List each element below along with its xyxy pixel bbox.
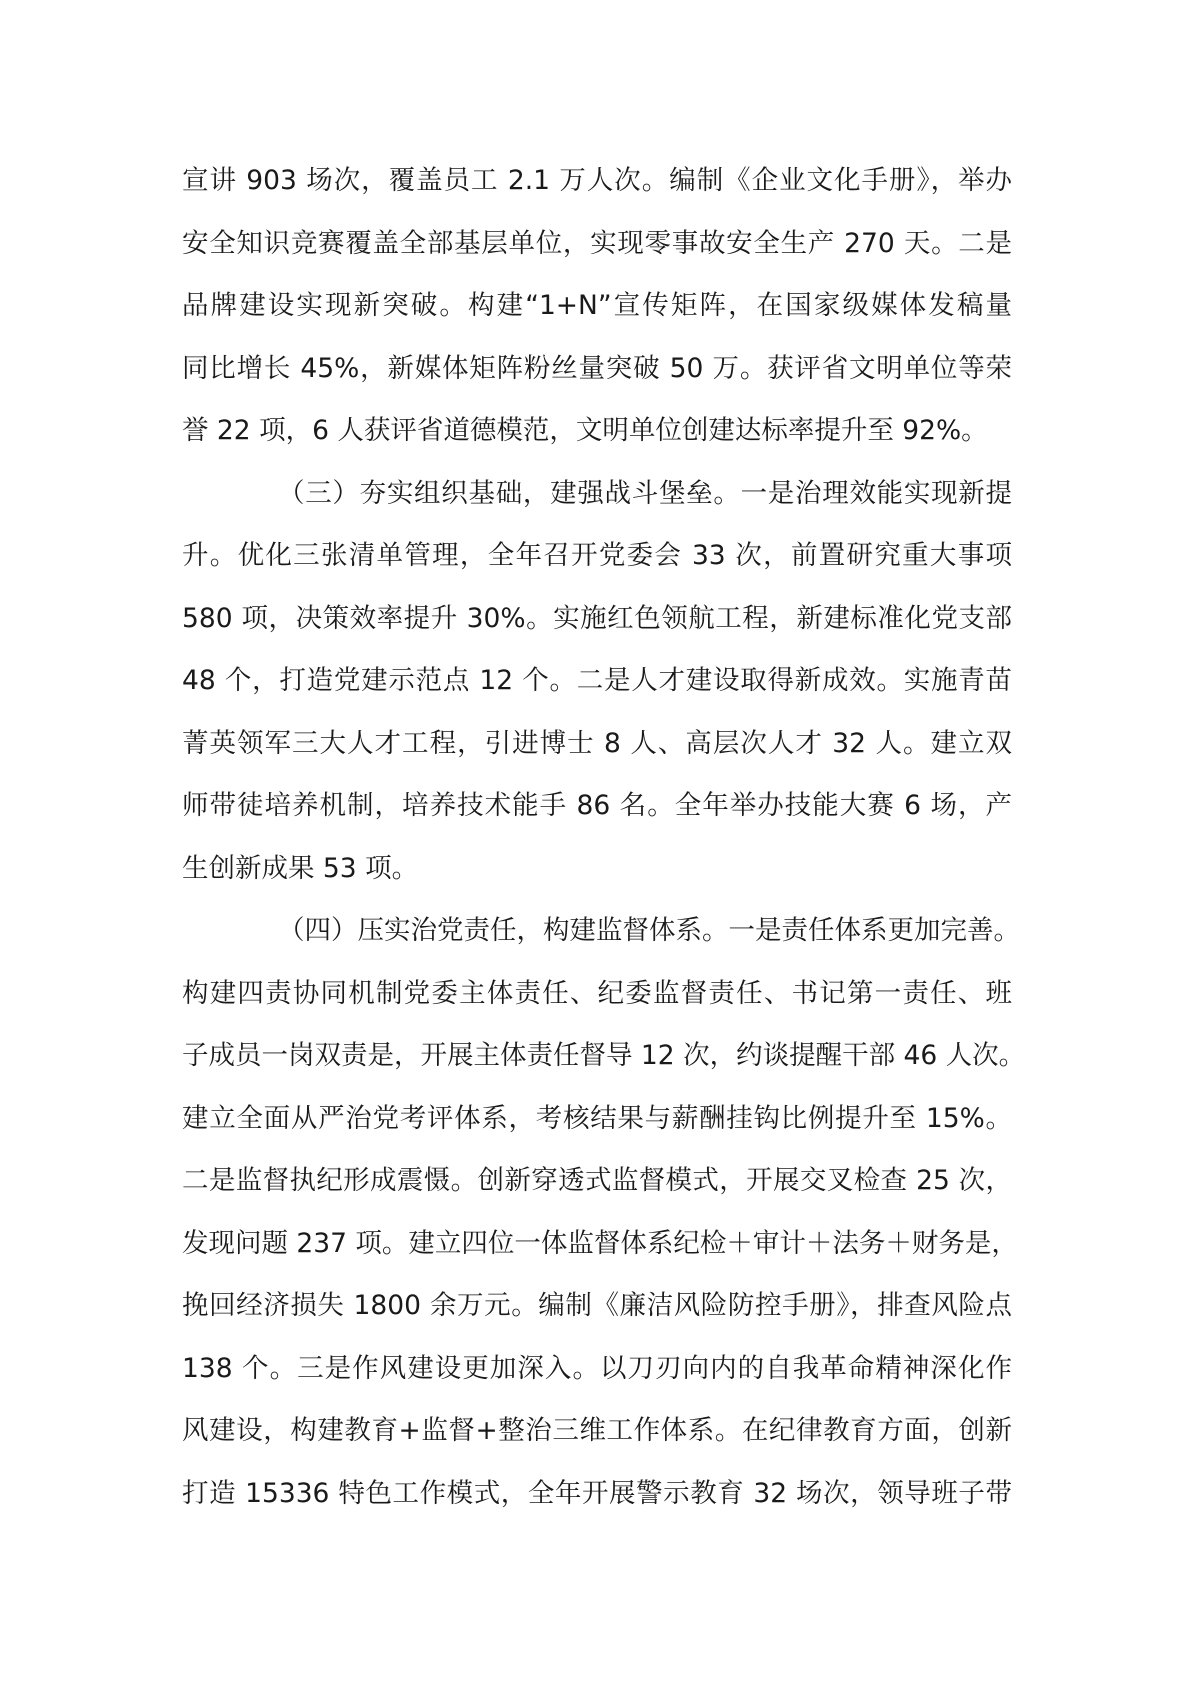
text-line: 48 个，打造党建示范点 12 个。二是人才建设取得新成效。实施青苗 <box>182 665 1012 696</box>
text-line: 生创新成果 53 项。 <box>182 852 419 884</box>
section-heading-line: （三）夯实组织基础，建强战斗堡垒。一是治理效能实现新提 <box>278 477 1012 509</box>
text-line: 安全知识竞赛覆盖全部基层单位，实现零事故安全生产 270 天。二是 <box>182 227 1012 259</box>
text-line: 发现问题 237 项。建立四位一体监督体系纪检＋审计＋法务＋财务是， <box>182 1227 1018 1259</box>
text-line: 同比增长 45%，新媒体矩阵粉丝量突破 50 万。获评省文明单位等荣 <box>182 352 1012 384</box>
text-line: 580 项，决策效率提升 30%。实施红色领航工程，新建标准化党支部 <box>182 602 1012 634</box>
text-line: 建立全面从严治党考评体系，考核结果与薪酬挂钩比例提升至 15%。 <box>182 1102 1012 1134</box>
section-heading-line: （四）压实治党责任，构建监督体系。一是责任体系更加完善。 <box>278 915 1020 946</box>
text-line: 宣讲 903 场次，覆盖员工 2.1 万人次。编制《企业文化手册》，举办 <box>182 165 1012 196</box>
text-line: 誉 22 项，6 人获评省道德模范，文明单位创建达标率提升至 92%。 <box>182 415 988 446</box>
text-line: 师带徒培养机制，培养技术能手 86 名。全年举办技能大赛 6 场，产 <box>182 790 1012 821</box>
text-line: 构建四责协同机制党委主体责任、纪委监督责任、书记第一责任、班 <box>182 977 1012 1009</box>
text-line: 品牌建设实现新突破。构建“1+N”宣传矩阵，在国家级媒体发稿量 <box>182 290 1012 321</box>
text-line: 菁英领军三大人才工程，引进博士 8 人、高层次人才 32 人。建立双 <box>182 727 1012 759</box>
text-line: 138 个。三是作风建设更加深入。以刀刃向内的自我革命精神深化作 <box>182 1352 1012 1384</box>
text-line: 二是监督执纪形成震慑。创新穿透式监督模式，开展交叉检查 25 次， <box>182 1165 1012 1196</box>
text-line: 子成员一岗双责是，开展主体责任督导 12 次，约谈提醒干部 46 人次。 <box>182 1040 1026 1071</box>
text-line: 挽回经济损失 1800 余万元。编制《廉洁风险防控手册》，排查风险点 <box>182 1290 1012 1321</box>
text-line: 风建设，构建教育+监督+整治三维工作体系。在纪律教育方面，创新 <box>182 1415 1012 1446</box>
text-line: 升。优化三张清单管理，全年召开党委会 33 次，前置研究重大事项 <box>182 540 1012 571</box>
body-text <box>182 150 1026 1525</box>
text-line: 打造 15336 特色工作模式，全年开展警示教育 32 场次，领导班子带 <box>182 1477 1012 1509</box>
